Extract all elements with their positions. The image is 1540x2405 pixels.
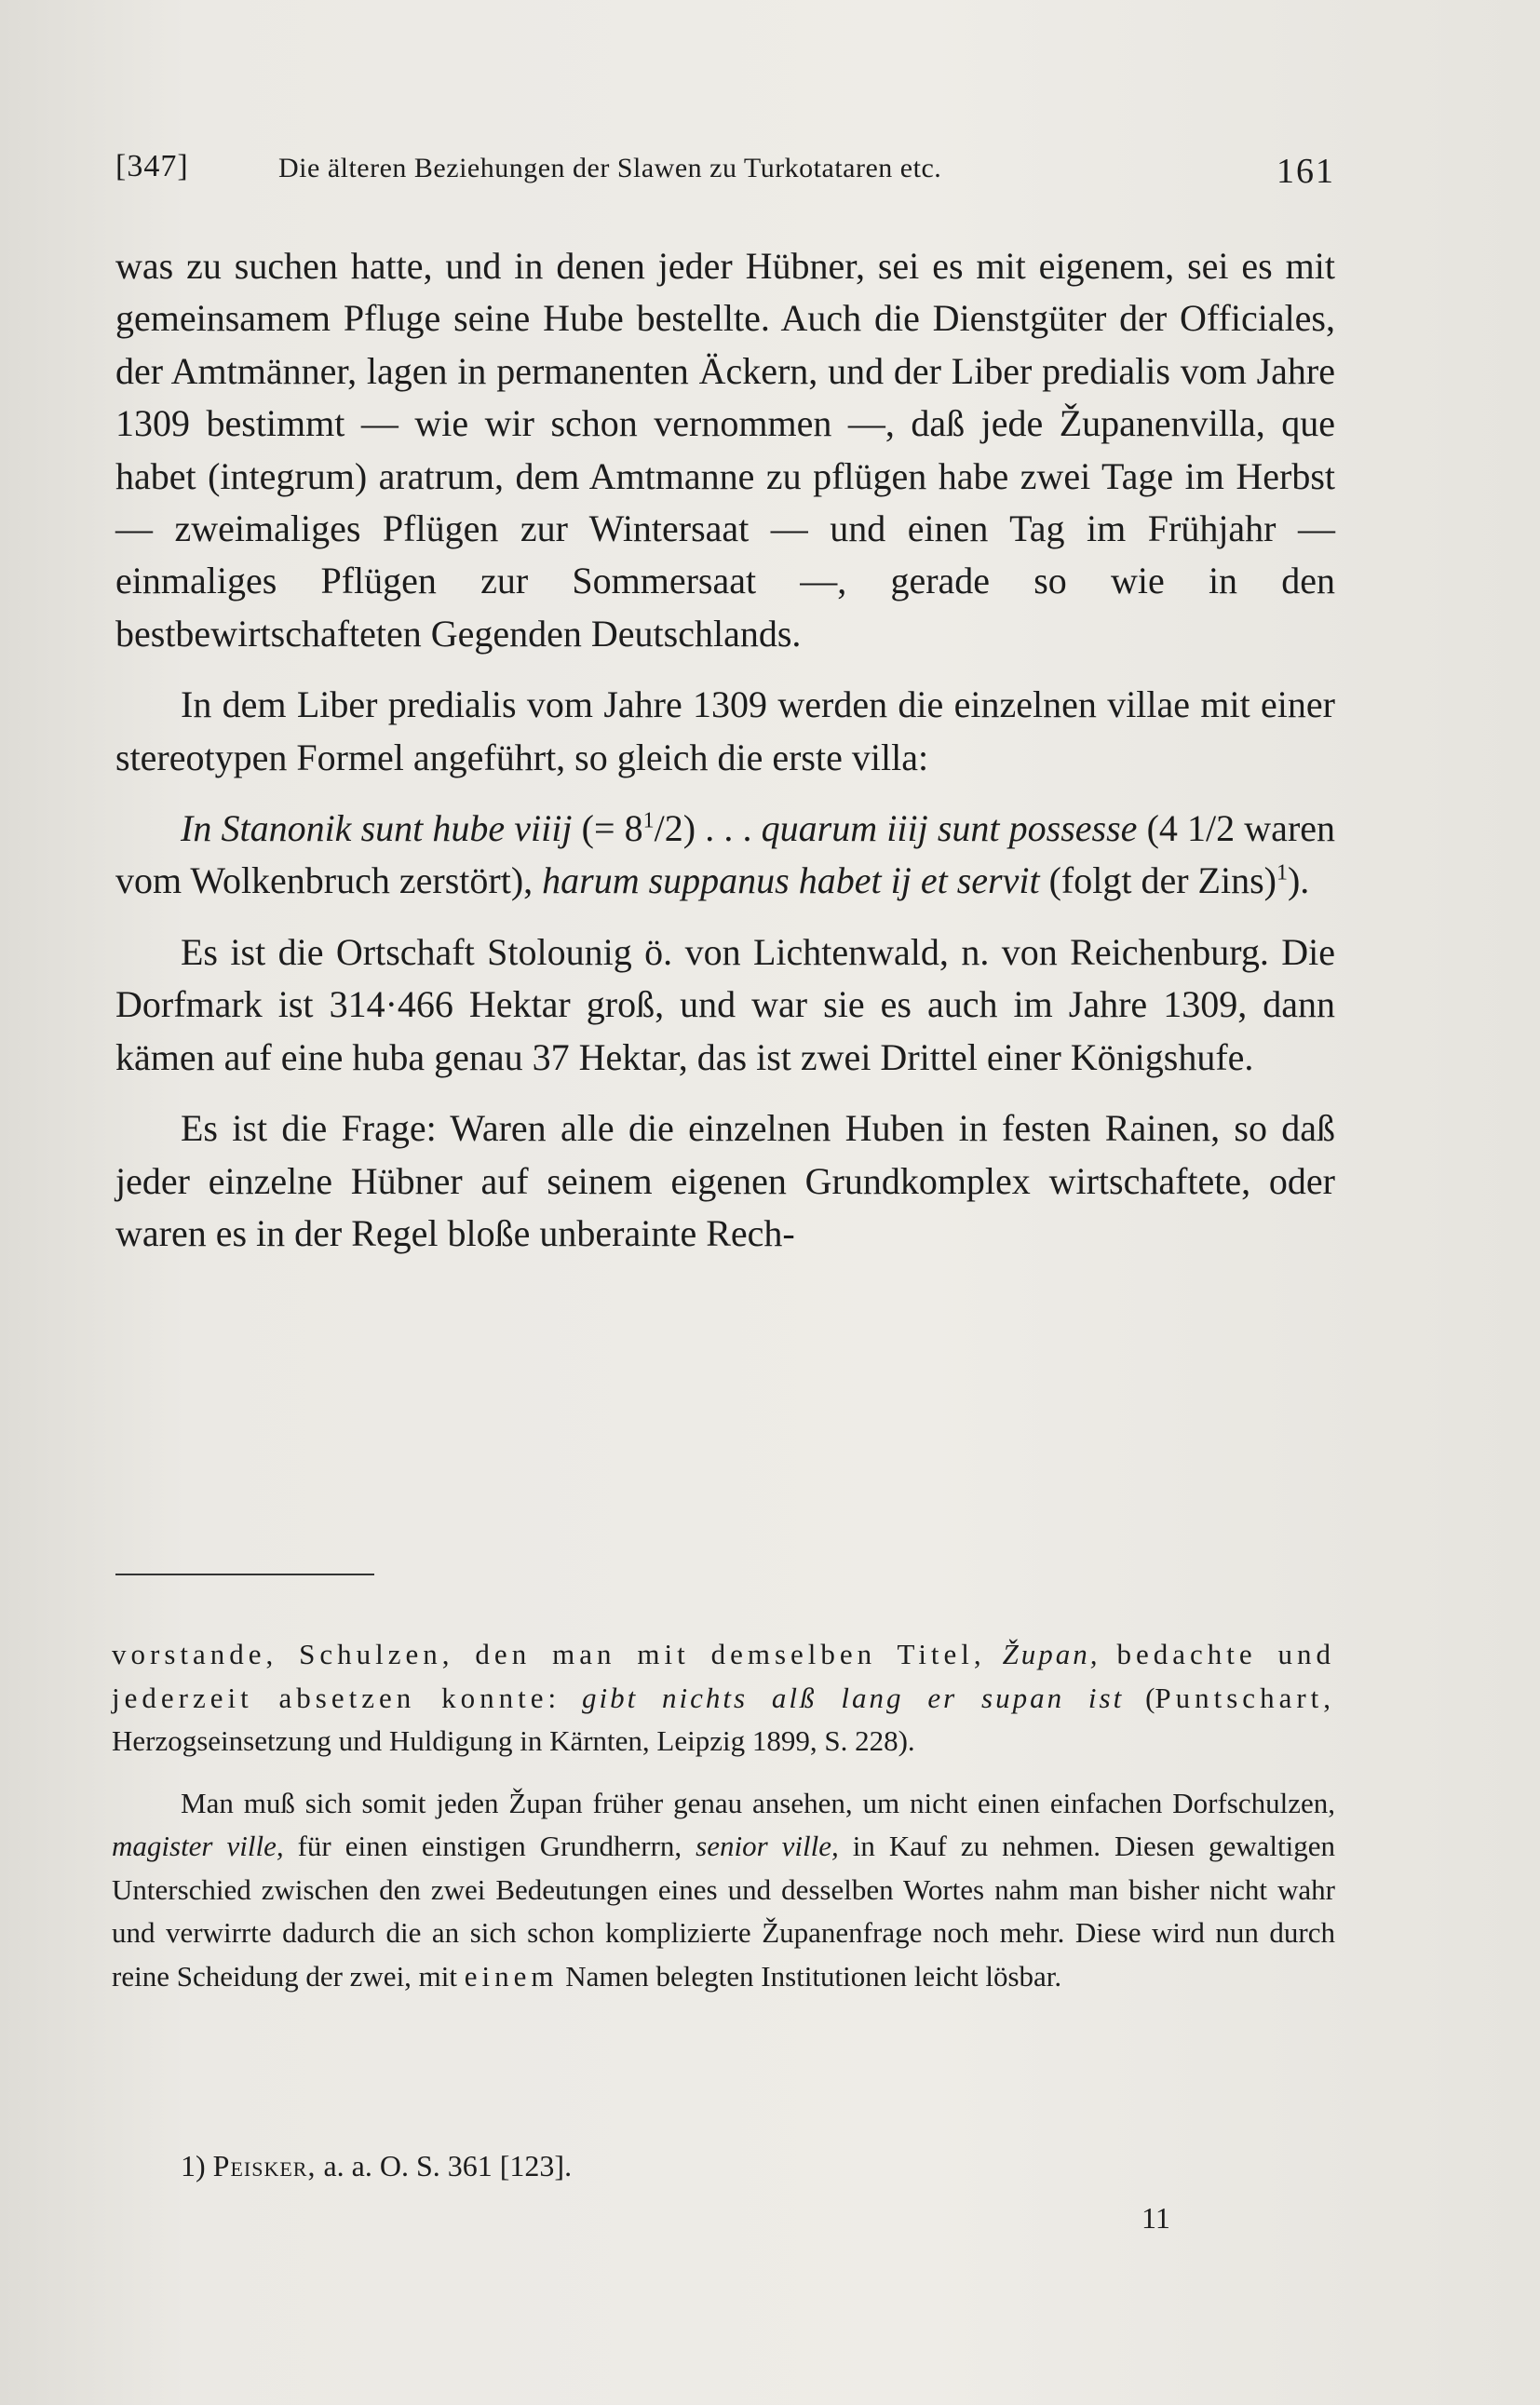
latin-quote-d: quarum iiij sunt possesse xyxy=(761,807,1138,850)
fn1-paren: ( xyxy=(1145,1681,1155,1714)
footnote-ref-rest: a. a. O. S. 361 [123]. xyxy=(323,2149,573,2182)
fn2-text-c: für einen einstigen Grundherrn, xyxy=(297,1830,682,1862)
fn2-einem: einem xyxy=(464,1959,559,1993)
fn1-author: Puntschart, xyxy=(1155,1681,1336,1714)
running-header xyxy=(115,149,1335,196)
paren-open: (4 xyxy=(1146,807,1178,850)
paragraph-5: Es ist die Frage: Waren alle die einzelnen Huben in festen Rainen, so daß jeder einzelne Hübner auf seinem eigenen Grundkomplex wirtschaftete, oder waren es in der Regel bloße unberainte Rech- xyxy=(115,1107,1335,1254)
fn1-citation: Herzogseinsetzung und Huldigung in Kärnten, Leipzig 1899, S. 228). xyxy=(112,1724,915,1757)
latin-quote-a: In Stanonik sunt hube viiij xyxy=(181,807,573,850)
paren-text: waren vom Wolkenbruch zerstört), xyxy=(115,807,1336,902)
footnote-continuation xyxy=(112,1633,1335,1763)
fn2-senior: senior ville, xyxy=(696,1830,839,1862)
footnote-rule xyxy=(115,1574,374,1575)
footnote-reference xyxy=(181,2149,572,2183)
footnote-marker: 1 xyxy=(1276,861,1288,886)
paragraph-4: Es ist die Ortschaft Stolounig ö. von Lichtenwald, n. von Reichenburg. Die Dorfmark ist 314·466 Hektar groß, und war sie es auch im Jahre 1309, dann kämen auf eine huba genau 37 Hektar, das ist zwei Drittel einer Königshufe. xyxy=(115,930,1335,1078)
main-text xyxy=(115,240,1335,1260)
fraction-close: ) . . . xyxy=(682,807,752,850)
fn1-text-a: vorstande, Schulzen, den man mit demselben Titel, xyxy=(112,1638,986,1670)
paragraph-3-quotation xyxy=(115,803,1335,908)
fn2-magister: magister ville, xyxy=(112,1830,284,1862)
fn1-quote: gibt nichts alß lang er supan ist xyxy=(581,1681,1125,1714)
fn2-text-g: Namen belegten Institutionen leicht lösbar. xyxy=(565,1959,1062,1993)
fn2-text-a: Man muß sich somit jeden Župan früher genau ansehen, um nicht einen einfachen Dorfschulzen, xyxy=(181,1786,1335,1819)
fn2-text-e: in Kauf zu nehmen. Diesen gewaltigen Unterschied zwischen den zwei Bedeutungen eines und desselben Wortes nahm man bisher nicht wahr und verwirrte dadurch die an sich schon komplizierte Županenfrage noch mehr. Diese wird nun durch reine Scheidung der zwei, mit xyxy=(112,1830,1336,1993)
latin-quote-g: harum suppanus habet ij et servit xyxy=(542,859,1040,902)
fn1-zupan: Župan, xyxy=(1002,1638,1101,1670)
footnotes xyxy=(112,1633,1335,1998)
fraction-numerator: 1 xyxy=(642,808,655,833)
half-fraction: 1/2 xyxy=(1187,807,1236,850)
fn1-text-c: bedachte und jederzeit absetzen konnte: xyxy=(112,1638,1335,1714)
fraction-slash: / xyxy=(654,807,665,850)
footnote-paragraph-2 xyxy=(112,1782,1335,1999)
header-section-number: [347] xyxy=(115,149,189,183)
paragraph-2: In dem Liber predialis vom Jahre 1309 werden die einzelnen villae mit einer stereotypen Formel angeführt, so gleich die erste villa: xyxy=(115,683,1335,778)
paragraph-1: was zu suchen hatte, und in denen jeder Hübner, sei es mit eigenem, sei es mit gemeinsamem Pfluge seine Hube bestellte. Auch die Dienstgüter der Officiales, der Amtmänner, lagen in permanenten Äckern, und der Liber predialis vom Jahre 1309 bestimmt — wie wir schon vernommen —, daß jede Županenvilla, que habet (integrum) aratrum, dem Amtmanne zu pflügen habe zwei Tage im Herbst — zweimaliges Pflügen zur Wintersaat — und einen Tag im Frühjahr — einmaliges Pflügen zur Sommersaat —, gerade so wie in den bestbewirtschafteten Gegenden Deutschlands. xyxy=(115,245,1335,655)
fraction-denominator: 2 xyxy=(664,807,683,850)
fraction-open: (= 8 xyxy=(581,807,643,850)
footnote-ref-number: 1) xyxy=(181,2149,206,2182)
footnote-ref-author: Peisker, xyxy=(212,2149,317,2182)
paren-zins: (folgt der Zins) xyxy=(1048,859,1277,902)
signature-mark: 11 xyxy=(1141,2201,1170,2235)
header-title: Die älteren Beziehungen der Slawen zu Turkotataren etc. xyxy=(278,153,942,183)
page-number: 161 xyxy=(1277,152,1335,191)
paren-close: ). xyxy=(1287,859,1310,902)
